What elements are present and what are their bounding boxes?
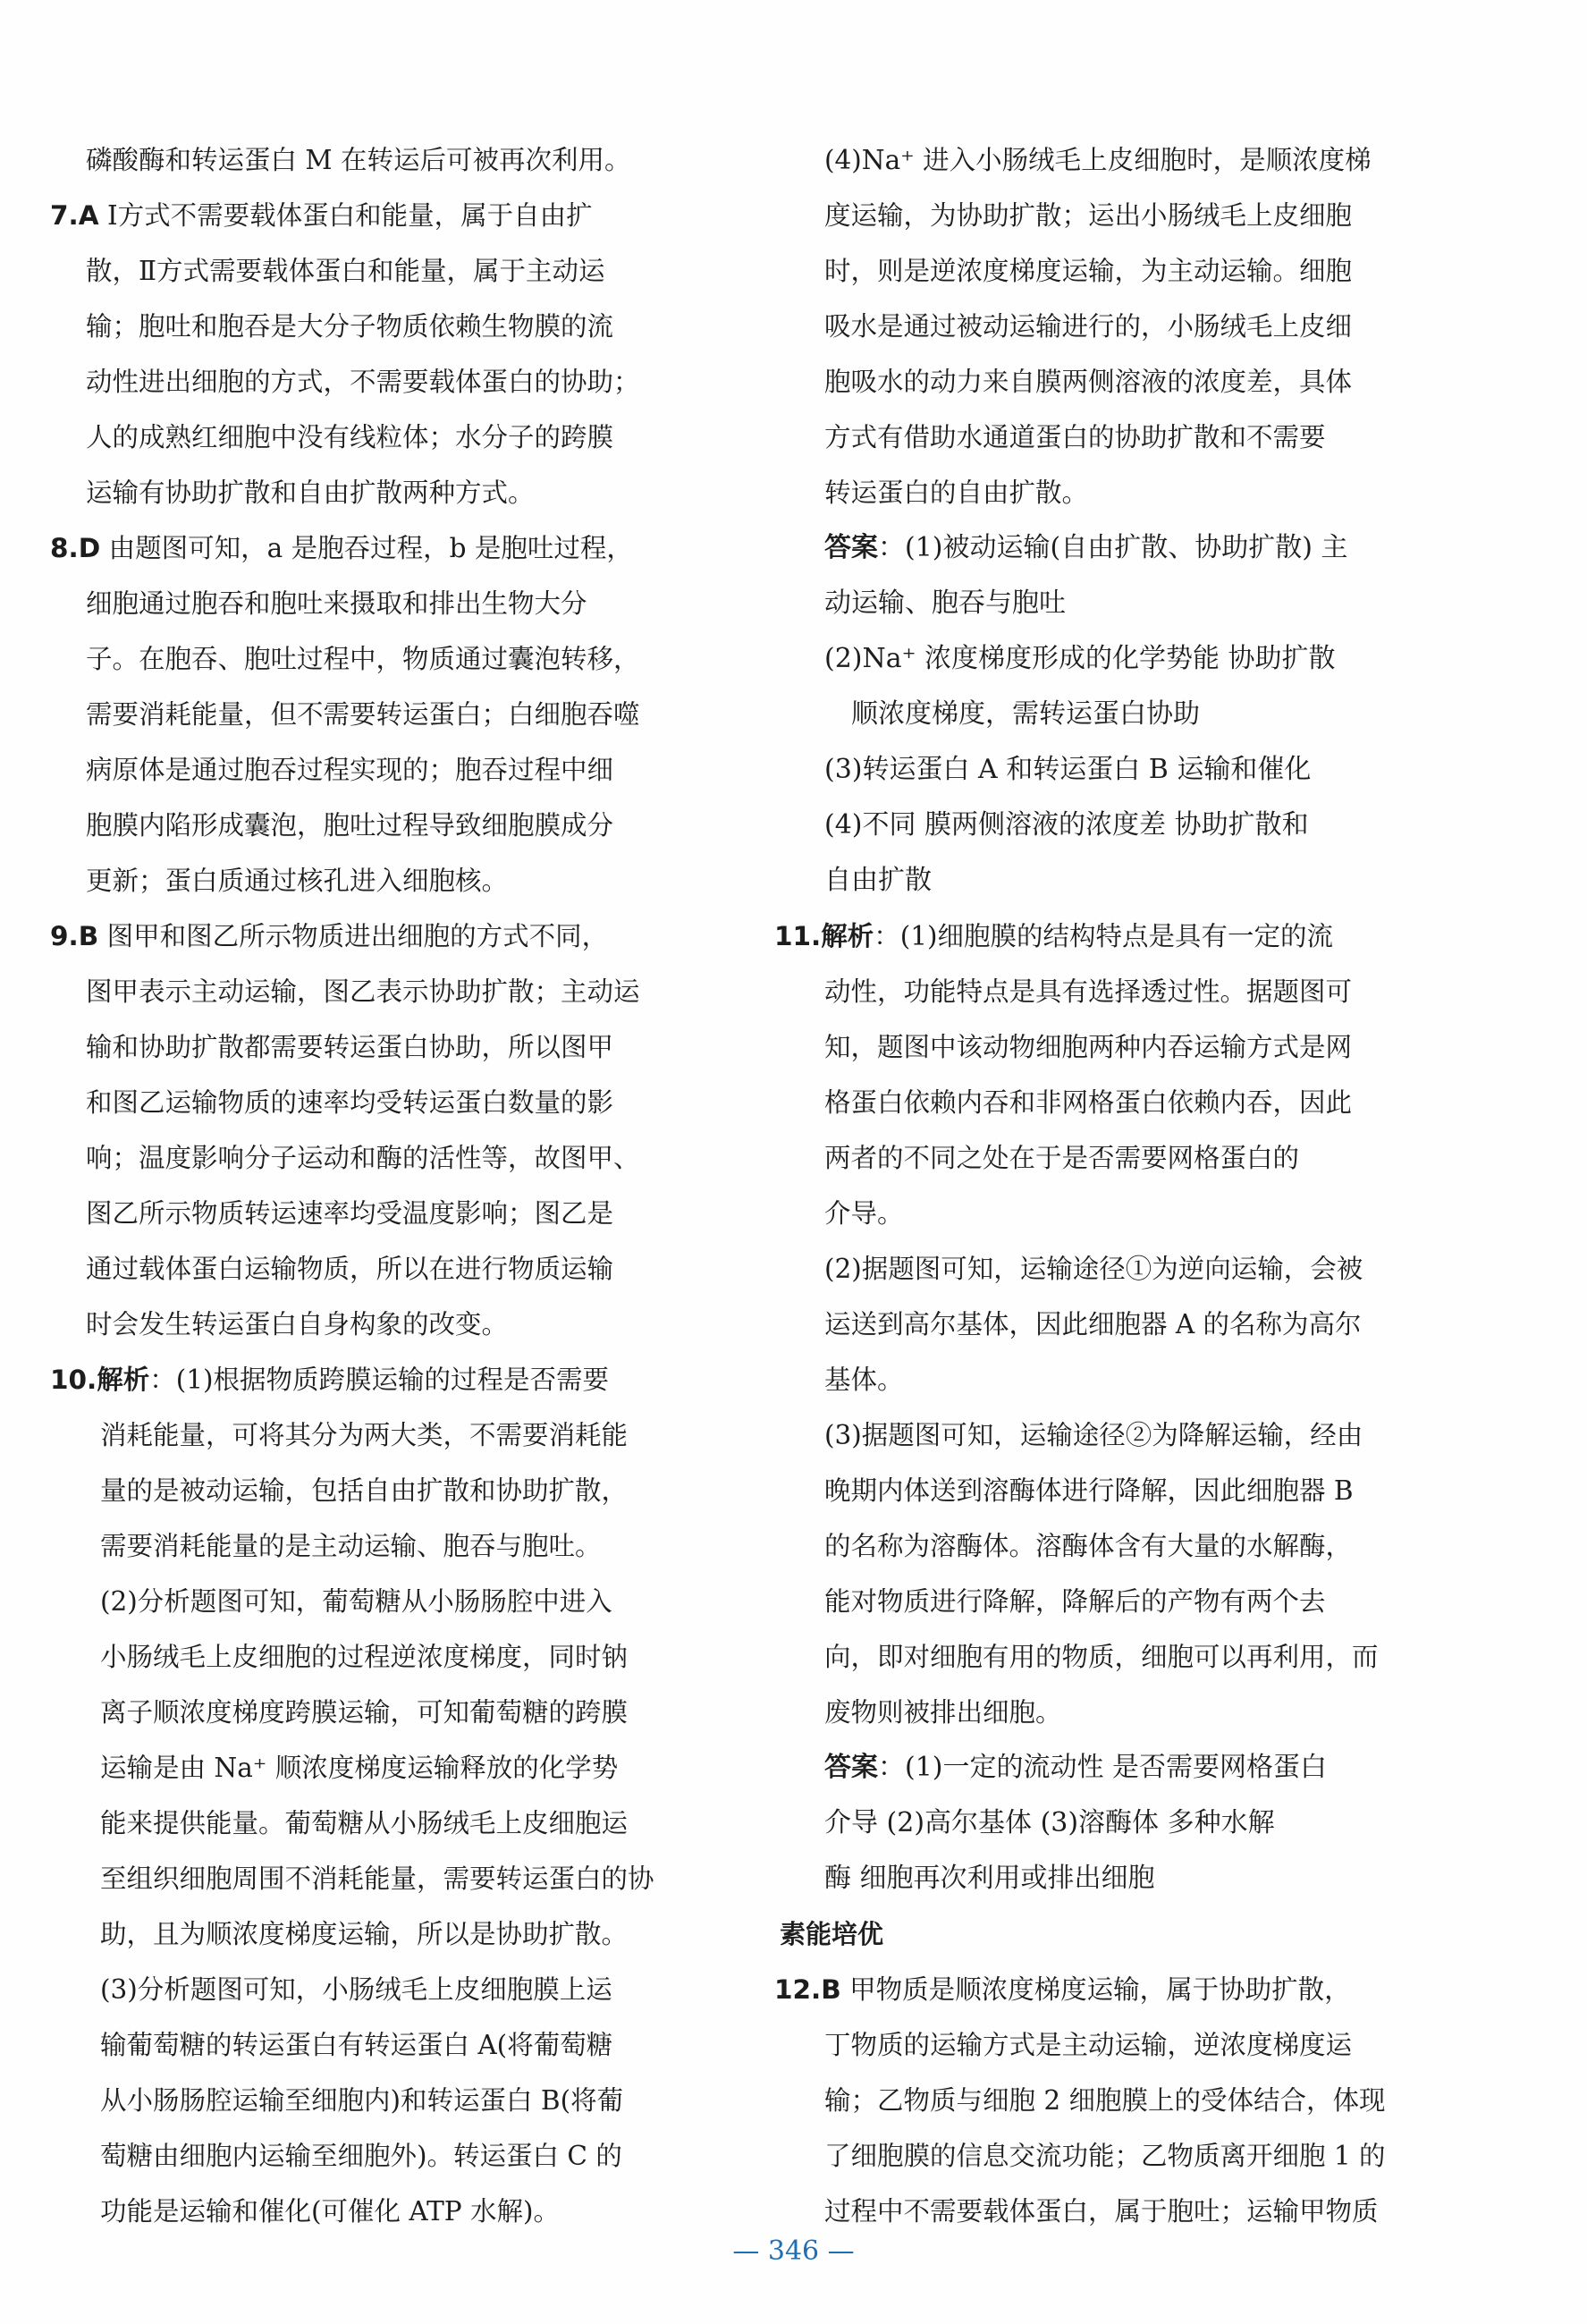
line-text: (4)Na⁺ 进入小肠绒毛上皮细胞时，是顺浓度梯 — [824, 145, 1372, 175]
text-line — [774, 410, 1413, 465]
line-text: 格蛋白依赖内吞和非网格蛋白依赖内吞，因此 — [824, 1087, 1353, 1118]
line-text: 功能是运输和催化(可催化 ATP 水解)。 — [100, 2196, 560, 2227]
text-line — [774, 1574, 1413, 1629]
line-text: 萄糖由细胞内运输至细胞外)。转运蛋白 C 的 — [100, 2141, 622, 2171]
line-text: 和图乙运输物质的速率均受转运蛋白数量的影 — [86, 1087, 614, 1118]
line-text: 磷酸酶和转运蛋白 M 在转运后可被再次利用。 — [86, 145, 631, 175]
text-line — [774, 1407, 1413, 1463]
text-line — [774, 1019, 1413, 1075]
line-text: 了细胞膜的信息交流功能；乙物质离开细胞 1 的 — [824, 2141, 1386, 2171]
line-text: (2)分析题图可知，葡萄糖从小肠肠腔中进入 — [100, 1586, 612, 1617]
text-line — [774, 520, 1413, 576]
line-text: 需要消耗能量的是主动运输、胞吞与胞吐。 — [100, 1531, 602, 1561]
text-line — [774, 2184, 1413, 2239]
text-line — [774, 1518, 1413, 1574]
line-text: 运输有协助扩散和自由扩散两种方式。 — [86, 477, 535, 508]
text-line — [50, 798, 694, 853]
line-text: 吸水是通过被动运输进行的，小肠绒毛上皮细 — [824, 311, 1353, 342]
line-text: (2)Na⁺ 浓度梯度形成的化学势能 协助扩散 — [824, 643, 1336, 674]
text-line — [50, 1019, 694, 1075]
text-line — [774, 188, 1413, 243]
line-text: 胞膜内陷形成囊泡，胞吐过程导致细胞膜成分 — [86, 810, 614, 841]
text-line — [50, 2184, 694, 2239]
text-line — [50, 853, 694, 908]
text-line — [774, 354, 1413, 410]
line-text: 离子顺浓度梯度跨膜运输，可知葡萄糖的跨膜 — [100, 1697, 629, 1728]
text-line — [50, 1685, 694, 1740]
line-text: 散，Ⅱ方式需要载体蛋白和能量，属于主动运 — [86, 256, 605, 286]
text-line — [774, 465, 1413, 520]
line-text: (2)据题图可知，运输途径①为逆向运输，会被 — [824, 1254, 1363, 1284]
text-line — [50, 1297, 694, 1352]
line-text: 图甲和图乙所示物质进出细胞的方式不同， — [98, 921, 609, 951]
line-text: ：(1)细胞膜的结构特点是具有一定的流 — [874, 921, 1334, 951]
section-heading: 素能培优 — [780, 1919, 884, 1949]
line-text: 需要消耗能量，但不需要转运蛋白；白细胞吞噬 — [86, 699, 640, 730]
item-label: 12.B — [774, 1974, 841, 2005]
item-label: 答案 — [824, 1752, 878, 1783]
line-text: 时，则是逆浓度梯度运输，为主动运输。细胞 — [824, 256, 1353, 286]
line-text: 图乙所示物质转运速率均受温度影响；图乙是 — [86, 1198, 614, 1229]
item-label: 答案 — [824, 532, 878, 563]
text-line — [50, 1906, 694, 1962]
line-text: 向，即对细胞有用的物质，细胞可以再利用，而 — [824, 1642, 1379, 1672]
text-line — [50, 1463, 694, 1518]
text-line — [774, 853, 1413, 908]
text-line — [50, 742, 694, 798]
text-line — [774, 2128, 1413, 2184]
line-text: 甲物质是顺浓度梯度运输，属于协助扩散， — [840, 1974, 1351, 2005]
text-line — [774, 576, 1413, 631]
line-text: (3)据题图可知，运输途径②为降解运输，经由 — [824, 1420, 1363, 1450]
item-label: 11.解析 — [774, 921, 874, 951]
text-line — [774, 1463, 1413, 1518]
text-line — [50, 1796, 694, 1851]
line-text: 小肠绒毛上皮细胞的过程逆浓度梯度，同时钠 — [100, 1642, 629, 1672]
line-text: ：(1)被动运输(自由扩散、协助扩散) 主 — [878, 532, 1348, 563]
line-text: 消耗能量，可将其分为两大类，不需要消耗能 — [100, 1420, 629, 1450]
item-label: 9.B — [50, 921, 99, 951]
line-text: (3)分析题图可知，小肠绒毛上皮细胞膜上运 — [100, 1974, 612, 2005]
item-label: 8.D — [50, 533, 101, 563]
line-text: ：(1)一定的流动性 是否需要网格蛋白 — [878, 1752, 1328, 1783]
text-line — [774, 299, 1413, 354]
text-line — [50, 299, 694, 354]
line-text: 顺浓度梯度，需转运蛋白协助 — [851, 698, 1200, 730]
text-line — [50, 1962, 694, 2017]
right-column — [774, 132, 1413, 2239]
text-line — [50, 243, 694, 299]
text-line — [50, 1186, 694, 1241]
text-line — [774, 1075, 1413, 1130]
line-text: 助，且为顺浓度梯度运输，所以是协助扩散。 — [100, 1919, 629, 1949]
line-text: 细胞通过胞吞和胞吐来摄取和排出生物大分 — [86, 588, 587, 619]
item-label: 10.解析 — [50, 1365, 150, 1395]
line-text: 时会发生转运蛋白自身构象的改变。 — [86, 1309, 509, 1339]
text-line — [774, 1629, 1413, 1685]
text-line — [774, 1130, 1413, 1186]
text-line — [774, 908, 1413, 964]
text-line — [50, 2128, 694, 2184]
text-line — [50, 908, 694, 964]
text-line — [774, 687, 1413, 742]
text-line — [774, 132, 1413, 188]
text-line — [774, 1685, 1413, 1740]
text-line — [50, 1518, 694, 1574]
line-text: 至组织细胞周围不消耗能量，需要转运蛋白的协 — [100, 1863, 654, 1894]
line-text: 响；温度影响分子运动和酶的活性等，故图甲、 — [86, 1143, 640, 1173]
left-column — [50, 132, 694, 2239]
text-line — [50, 1629, 694, 1685]
text-line — [774, 1796, 1413, 1851]
line-text: 转运蛋白的自由扩散。 — [824, 477, 1089, 508]
line-text: 晚期内体送到溶酶体进行降解，因此细胞器 B — [824, 1475, 1354, 1506]
line-text: ：(1)根据物质跨膜运输的过程是否需要 — [149, 1365, 610, 1395]
text-line — [50, 1130, 694, 1186]
text-line — [50, 1851, 694, 1906]
line-text: 输；乙物质与细胞 2 细胞膜上的受体结合，体现 — [824, 2085, 1386, 2116]
text-line — [774, 742, 1413, 798]
line-text: 方式有借助水通道蛋白的协助扩散和不需要 — [824, 422, 1326, 452]
line-text: 丁物质的运输方式是主动运输，逆浓度梯度运 — [824, 2030, 1353, 2060]
line-text: 废物则被排出细胞。 — [824, 1697, 1062, 1728]
text-line — [50, 1740, 694, 1796]
text-line — [774, 1186, 1413, 1241]
line-text: 运输是由 Na⁺ 顺浓度梯度运输释放的化学势 — [100, 1753, 619, 1783]
text-line — [50, 188, 694, 243]
line-text: 图甲表示主动运输，图乙表示协助扩散；主动运 — [86, 976, 640, 1007]
text-line — [50, 1075, 694, 1130]
line-text: (3)转运蛋白 A 和转运蛋白 B 运输和催化 — [824, 754, 1312, 785]
line-text: 自由扩散 — [824, 865, 932, 896]
line-text: 度运输，为协助扩散；运出小肠绒毛上皮细胞 — [824, 200, 1353, 231]
line-text: 由题图可知，a 是胞吞过程，b 是胞吐过程， — [100, 533, 633, 563]
text-line — [50, 520, 694, 576]
text-line — [50, 465, 694, 520]
text-line — [50, 2073, 694, 2128]
line-text: (4)不同 膜两侧溶液的浓度差 协助扩散和 — [824, 809, 1309, 841]
text-line — [50, 1241, 694, 1297]
line-text: 的名称为溶酶体。溶酶体含有大量的水解酶， — [824, 1531, 1353, 1561]
item-label: 7.A — [50, 200, 99, 231]
text-line — [50, 576, 694, 631]
text-line — [50, 1352, 694, 1407]
line-text: 胞吸水的动力来自膜两侧溶液的浓度差，具体 — [824, 367, 1353, 397]
text-line — [774, 2017, 1413, 2073]
text-line — [50, 964, 694, 1019]
text-line — [50, 1407, 694, 1463]
line-text: 知，题图中该动物细胞两种内吞运输方式是网 — [824, 1032, 1353, 1062]
line-text: 能来提供能量。葡萄糖从小肠绒毛上皮细胞运 — [100, 1808, 629, 1838]
line-text: 通过载体蛋白运输物质，所以在进行物质运输 — [86, 1254, 614, 1284]
text-line — [774, 2073, 1413, 2128]
line-text: 输；胞吐和胞吞是大分子物质依赖生物膜的流 — [86, 311, 614, 342]
text-line — [774, 964, 1413, 1019]
line-text: 从小肠肠腔运输至细胞内)和转运蛋白 B(将葡 — [100, 2085, 624, 2116]
line-text: 量的是被动运输，包括自由扩散和协助扩散， — [100, 1475, 629, 1506]
line-text: Ⅰ方式不需要载体蛋白和能量，属于自由扩 — [98, 200, 593, 231]
text-line — [774, 1352, 1413, 1407]
text-line — [50, 354, 694, 410]
line-text: 两者的不同之处在于是否需要网格蛋白的 — [824, 1143, 1300, 1173]
line-text: 更新；蛋白质通过核孔进入细胞核。 — [86, 866, 509, 896]
line-text: 动运输、胞吞与胞吐 — [824, 587, 1066, 619]
line-text: 运送到高尔基体，因此细胞器 A 的名称为高尔 — [824, 1309, 1362, 1339]
text-line — [50, 132, 694, 188]
line-text: 介导。 — [824, 1198, 904, 1229]
text-line — [774, 243, 1413, 299]
line-text: 酶 细胞再次利用或排出细胞 — [824, 1863, 1155, 1894]
line-text: 人的成熟红细胞中没有线粒体；水分子的跨膜 — [86, 422, 614, 452]
line-text: 动性，功能特点是具有选择透过性。据题图可 — [824, 976, 1353, 1007]
text-line — [774, 1241, 1413, 1297]
text-line — [774, 1962, 1413, 2017]
text-line — [50, 631, 694, 687]
text-line — [774, 1740, 1413, 1796]
line-text: 输和协助扩散都需要转运蛋白协助，所以图甲 — [86, 1032, 614, 1062]
line-text: 能对物质进行降解，降解后的产物有两个去 — [824, 1586, 1326, 1617]
line-text: 子。在胞吞、胞吐过程中，物质通过囊泡转移， — [86, 644, 640, 674]
text-line — [50, 410, 694, 465]
page-number: — 346 — — [732, 2235, 855, 2267]
text-line — [774, 798, 1413, 853]
text-line — [774, 631, 1413, 687]
text-line — [774, 1297, 1413, 1352]
line-text: 介导 (2)高尔基体 (3)溶酶体 多种水解 — [824, 1807, 1275, 1838]
text-line — [50, 687, 694, 742]
line-text: 输葡萄糖的转运蛋白有转运蛋白 A(将葡萄糖 — [100, 2030, 613, 2060]
line-text: 基体。 — [824, 1365, 904, 1395]
text-line — [774, 1906, 1413, 1962]
text-line — [50, 1574, 694, 1629]
line-text: 动性进出细胞的方式，不需要载体蛋白的协助； — [86, 367, 640, 397]
line-text: 病原体是通过胞吞过程实现的；胞吞过程中细 — [86, 755, 614, 785]
text-line — [50, 2017, 694, 2073]
text-line — [774, 1851, 1413, 1906]
line-text: 过程中不需要载体蛋白，属于胞吐；运输甲物质 — [824, 2196, 1379, 2227]
